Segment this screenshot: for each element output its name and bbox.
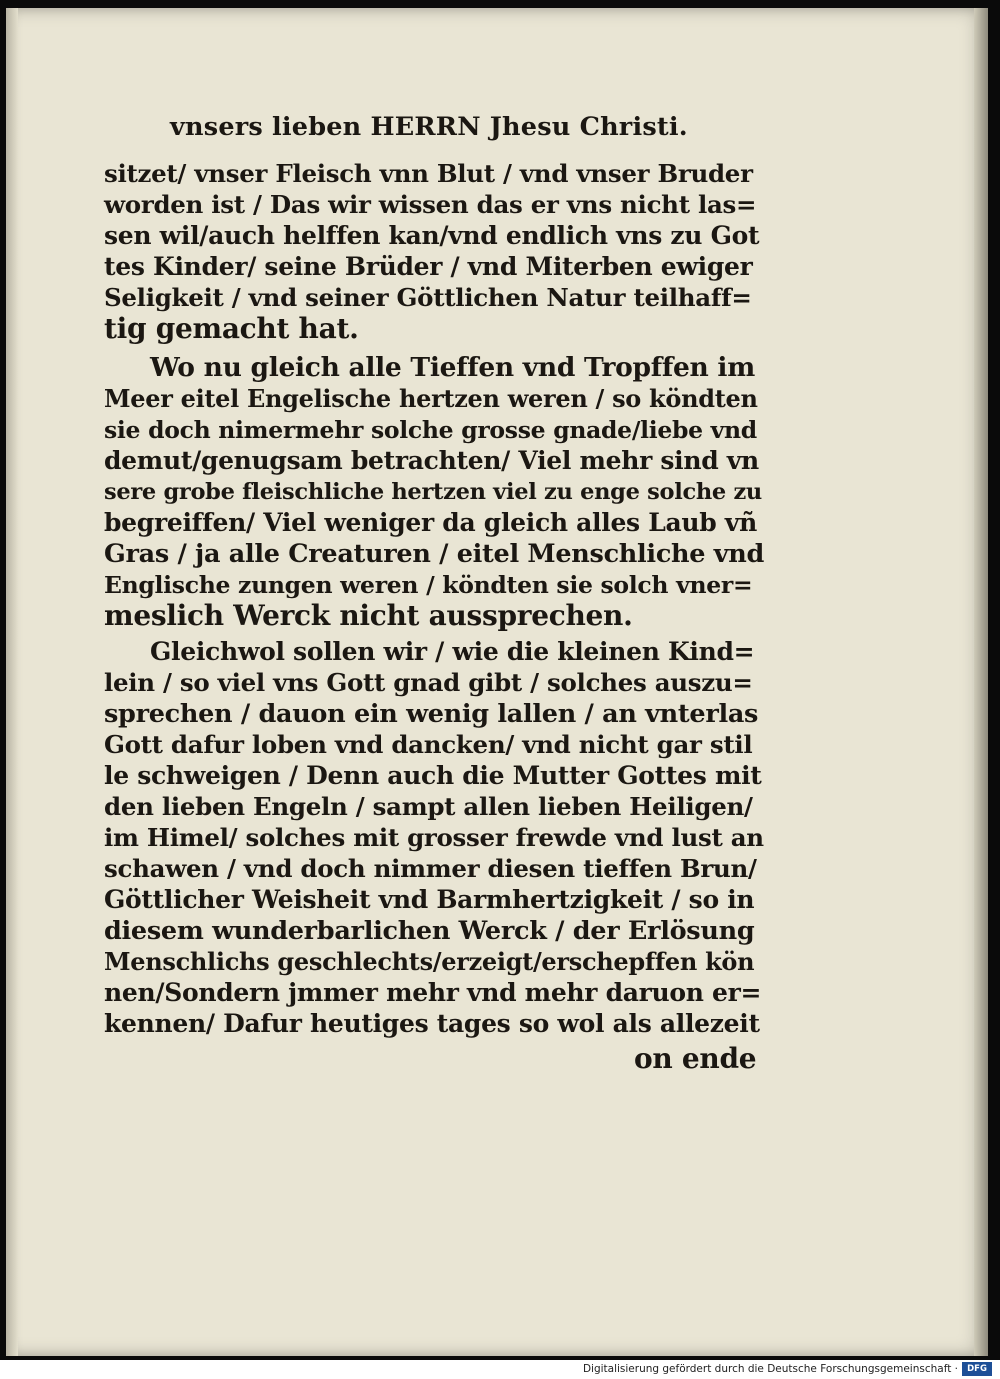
text-line: den lieben Engeln / sampt allen lieben Heiligen/ [104,792,753,821]
text-line: Seligkeit / vnd seiner Göttlichen Natur teilhaff= [104,283,752,312]
text-line: diesem wunderbarlichen Werck / der Erlösung [104,916,755,946]
dfg-logo-icon: DFG [962,1362,992,1376]
text-line: tig gemacht hat. [104,312,359,345]
text-line: Menschlichs geschlechts/erzeigt/erschepffen kön [104,947,755,976]
text-line: Englische zungen weren / köndten sie solch vner= [104,571,753,599]
text-line: le schweigen / Denn auch die Mutter Gottes mit [104,761,762,790]
text-line: Gleichwol sollen wir / wie die kleinen Kind= [150,637,755,666]
text-line: Göttlicher Weisheit vnd Barmhertzigkeit / so in [104,885,755,914]
text-line: sere grobe fleischliche hertzen viel zu enge solche zu [104,479,762,505]
catchword: on ende [634,1042,757,1075]
text-line: lein / so viel vns Gott gnad gibt / solches auszu= [104,668,753,697]
text-line: im Himel/ solches mit grosser frewde vnd lust an [104,823,764,852]
page-gutter [6,8,18,1356]
text-line: Gott dafur loben vnd dancken/ vnd nicht gar stil [104,730,753,759]
page-body [104,158,764,1088]
text-line: Gras / ja alle Creaturen / eitel Menschliche vnd [104,539,765,569]
text-line: demut/genugsam betrachten/ Viel mehr sind vn [104,446,759,475]
text-line: schawen / vnd doch nimmer diesen tieffen Brun/ [104,854,757,883]
text-line: worden ist / Das wir wissen das er vns nicht las= [104,190,757,219]
page-edge [974,8,988,1356]
text-line: begreiffen/ Viel weniger da gleich alles Laub vñ [104,508,757,537]
running-head: vnsers lieben HERRN Jhesu Christi. [170,112,688,142]
text-line: sen wil/auch helffen kan/vnd endlich vns zu Got [104,221,760,250]
text-line: nen/Sondern jmmer mehr vnd mehr daruon er= [104,978,762,1007]
text-line: Wo nu gleich alle Tieffen vnd Tropffen im [150,352,755,383]
text-line: sie doch nimermehr solche grosse gnade/liebe vnd [104,416,757,444]
text-line: sprechen / dauon ein wenig lallen / an vnterlas [104,699,759,729]
text-line: kennen/ Dafur heutiges tages so wol als allezeit [104,1009,760,1038]
text-line: tes Kinder/ seine Brüder / vnd Miterben ewiger [104,252,753,281]
text-line: meslich Werck nicht aussprechen. [104,599,633,632]
text-line: Meer eitel Engelische hertzen weren / so köndten [104,384,758,413]
funding-notice: Digitalisierung gefördert durch die Deutsche Forschungsgemeinschaft · [582,1363,958,1375]
text-line: sitzet/ vnser Fleisch vnn Blut / vnd vnser Bruder [104,159,753,188]
